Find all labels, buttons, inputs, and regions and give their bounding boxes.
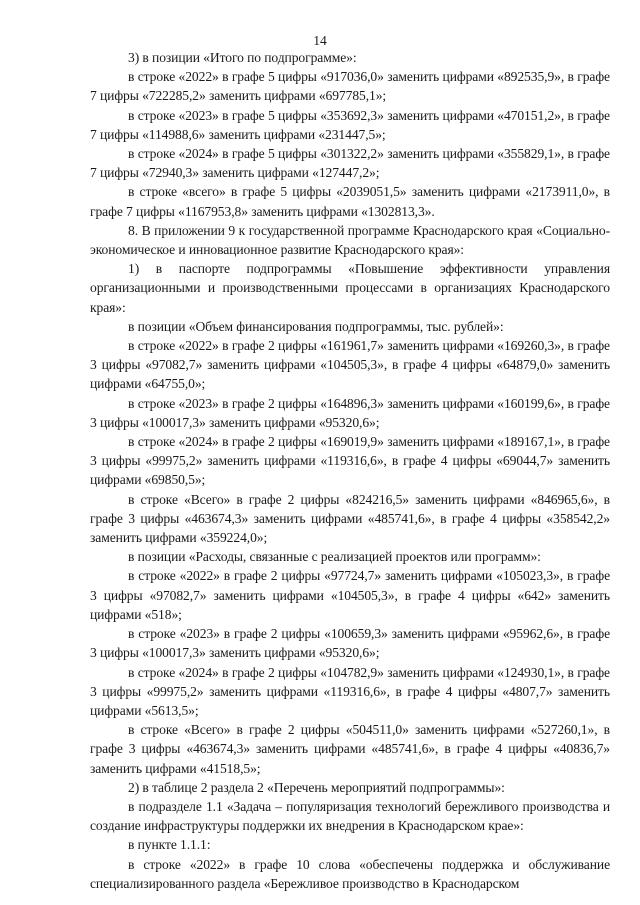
paragraph: в строке «2023» в графе 2 цифры «164896,3» заменить цифрами «160199,6», в графе 3 цифры «100017,3» заменить цифрами «95320,6»; [90, 395, 610, 430]
paragraph: в строке «2022» в графе 2 цифры «97724,7» заменить цифрами «105023,3», в графе 3 цифры «97082,7» заменить цифрами «104505,3», в графе 4 цифры «642» заменить цифрами «518»; [90, 568, 610, 622]
paragraph: в строке «2024» в графе 2 цифры «169019,9» заменить цифрами «189167,1», в графе 3 цифры «99975,2» заменить цифрами «119316,6», в графе 4 цифры «69044,7» заменить цифрами «69850,5»; [90, 434, 610, 488]
paragraph: в строке «2022» в графе 2 цифры «161961,7» заменить цифрами «169260,3», в графе 3 цифры «97082,7» заменить цифрами «104505,3», в графе 4 цифры «64879,0» заменить цифрами «64755,0»; [90, 338, 610, 392]
paragraph: в строке «2023» в графе 2 цифры «100659,3» заменить цифрами «95962,6», в графе 3 цифры «100017,3» заменить цифрами «95320,6»; [90, 626, 610, 661]
paragraph: в позиции «Объем финансирования подпрограммы, тыс. рублей»: [128, 318, 504, 334]
page-number: 14 [313, 33, 327, 48]
paragraph: в позиции «Расходы, связанные с реализацией проектов или программ»: [128, 549, 541, 565]
document-body [90, 48, 610, 893]
paragraph: в строке «2024» в графе 2 цифры «104782,9» заменить цифрами «124930,1», в графе 3 цифры «99975,2» заменить цифрами «119316,6», в графе 4 цифры «4807,7» заменить цифрами «5613,5»; [90, 664, 610, 718]
paragraph: в строке «Всего» в графе 2 цифры «824216,5» заменить цифрами «846965,6», в графе 3 цифры «463674,3» заменить цифрами «485741,6», в графе 4 цифры «358542,2» заменить цифрами «359224,0»; [90, 491, 610, 546]
paragraph: в подразделе 1.1 «Задача – популяризация технологий бережливого производства и создание инфраструктуры поддержки их внедрения в Краснодарском крае»: [90, 798, 610, 834]
paragraph: в строке «Всего» в графе 2 цифры «504511,0» заменить цифрами «527260,1», в графе 3 цифры «463674,3» заменить цифрами «485741,6», в графе 4 цифры «40836,7» заменить цифрами «41518,5»; [90, 722, 610, 776]
paragraph: 1) в паспорте подпрограммы «Повышение эффективности управления организационными и производственными процессами в организациях Краснодарского края»: [90, 261, 610, 315]
paragraph: 3) в позиции «Итого по подпрограмме»: [128, 50, 357, 65]
paragraph: 8. В приложении 9 к государственной программе Краснодарского края «Социально-экономическое и инновационное развитие Краснодарского края»: [90, 222, 610, 258]
paragraph: в пункте 1.1.1: [128, 837, 211, 853]
paragraph: в строке «2023» в графе 5 цифры «353692,3» заменить цифрами «470151,2», в графе 7 цифры «114988,6» заменить цифрами «231447,5»; [90, 107, 610, 142]
paragraph: в строке «2022» в графе 5 цифры «917036,0» заменить цифрами «892535,9», в графе 7 цифры «722285,2» заменить цифрами «697785,1»; [90, 69, 610, 104]
paragraph: в строке «2022» в графе 10 слова «обеспечены поддержка и обслуживание специализированного раздела «Бережливое производство в Краснодарском [90, 856, 610, 891]
paragraph: в строке «всего» в графе 5 цифры «2039051,5» заменить цифрами «2173911,0», в графе 7 цифры «1167953,8» заменить цифрами «1302813,3». [90, 184, 610, 219]
paragraph: в строке «2024» в графе 5 цифры «301322,2» заменить цифрами «355829,1», в графе 7 цифры «72940,3» заменить цифрами «127447,2»; [90, 146, 610, 181]
paragraph: 2) в таблице 2 раздела 2 «Перечень мероприятий подпрограммы»: [128, 779, 505, 795]
